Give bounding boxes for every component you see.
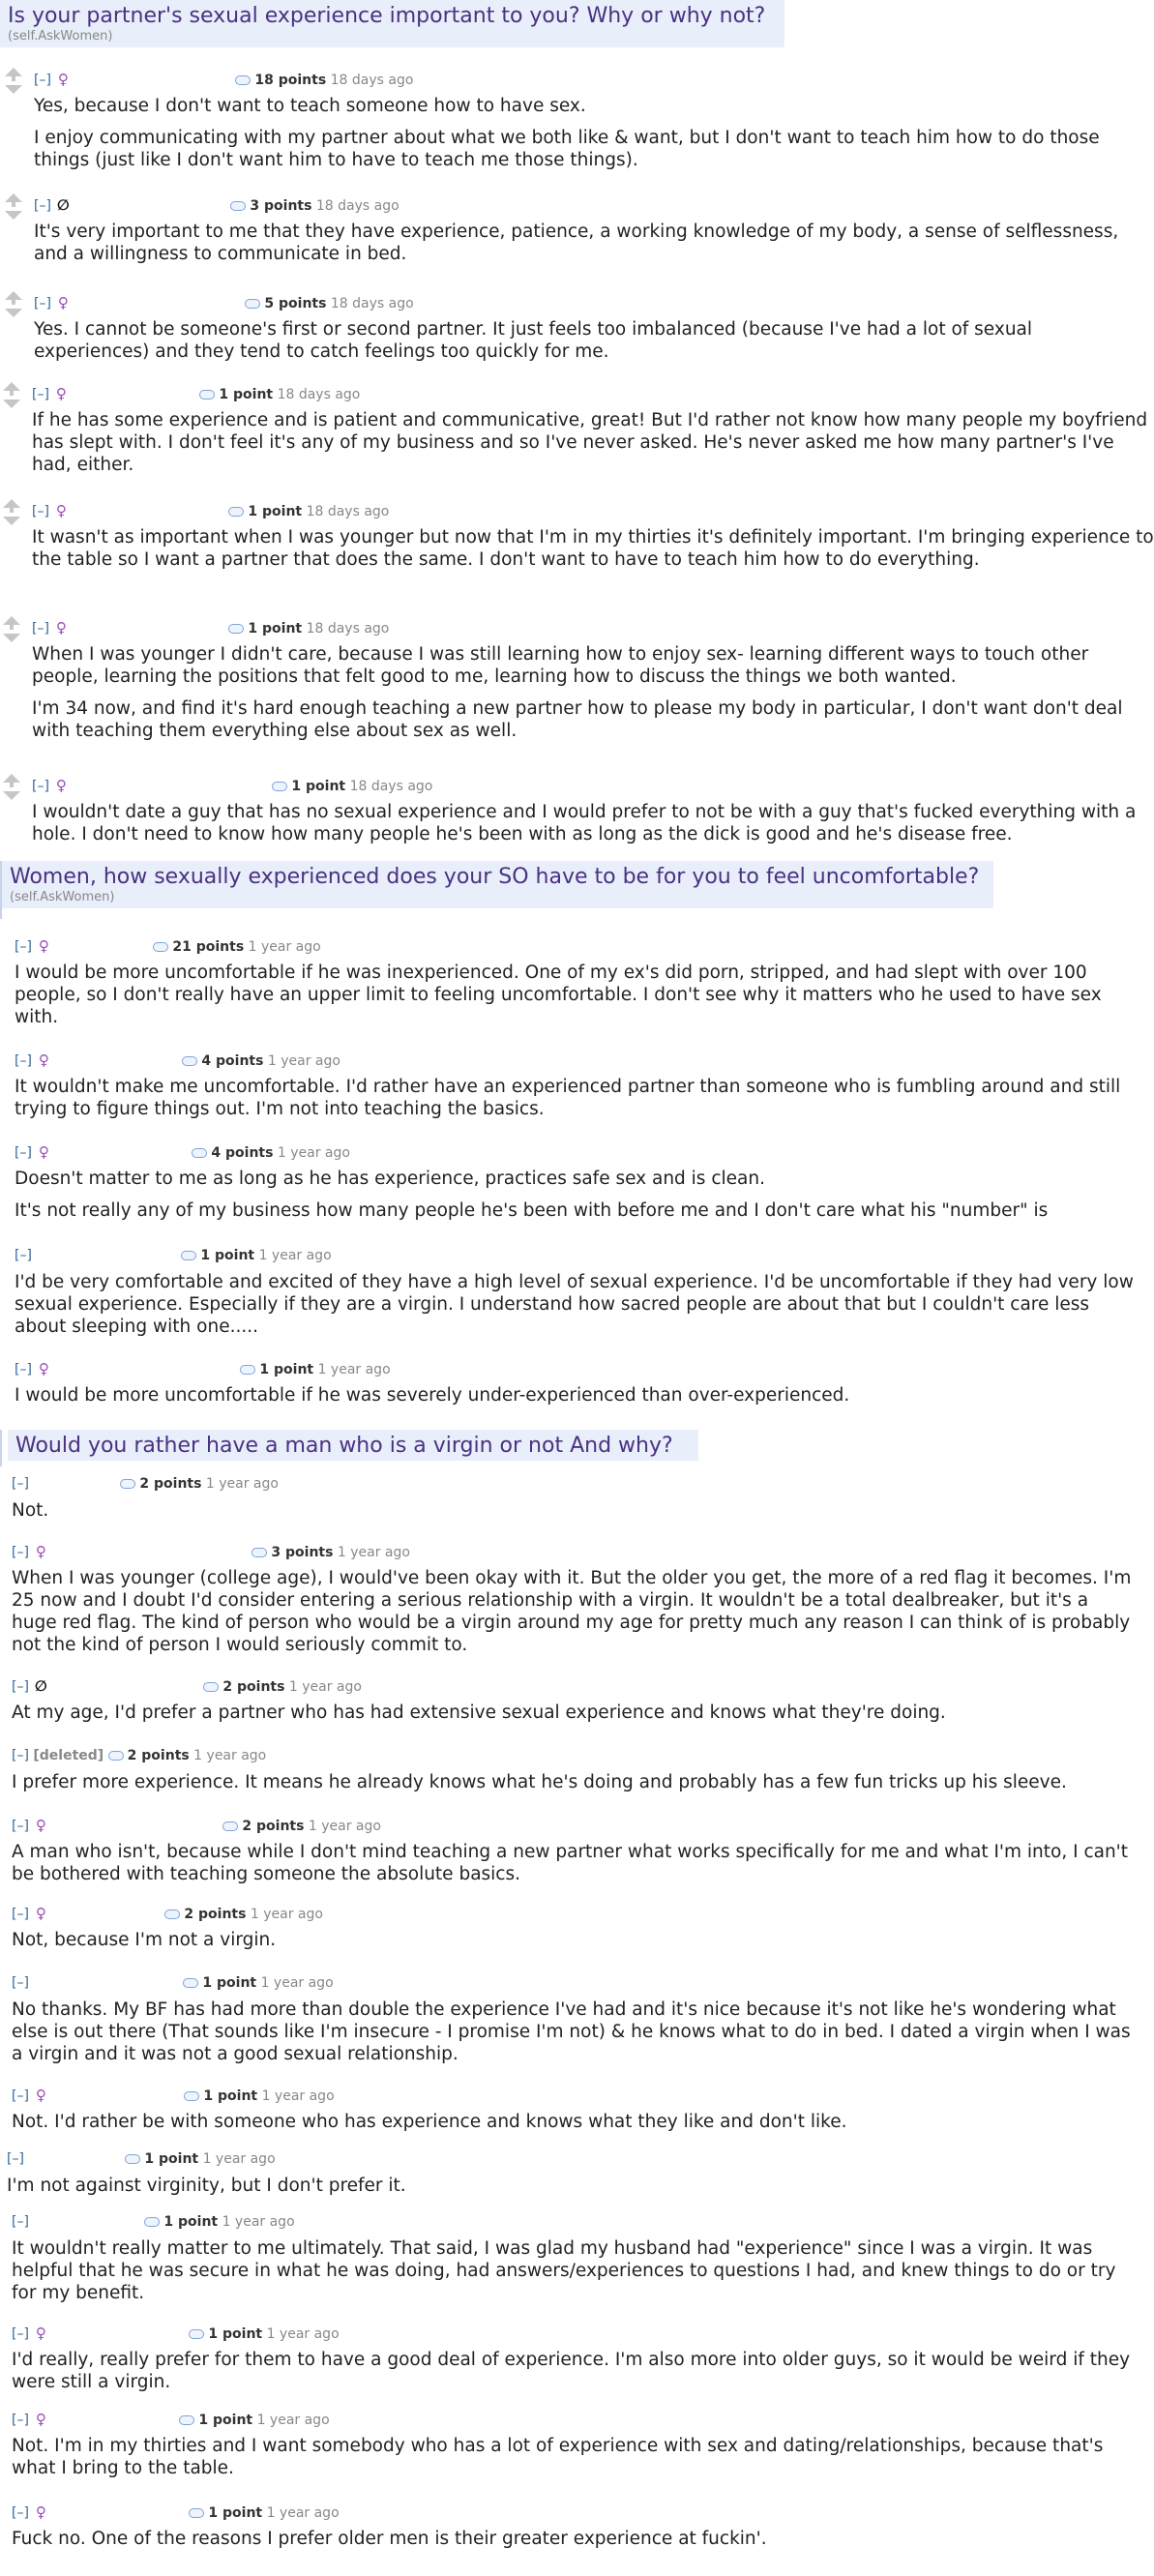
comment-points: 2 points (242, 1819, 305, 1834)
comment-paragraph: When I was younger (college age), I would've been okay with it. But the older you get, the more of a red flag it becomes. I'm 25 now and I doubt I'd consider entering a serious relationship with a virgin. It wouldn't be a total dealbreaker, but it's a huge red flag. The kind of person who would be a virgin around my age for pretty much any reason I can think of is probably not the kind of person I would seriously commit to. (12, 1568, 1132, 1655)
comment-time: 1 year ago (205, 1476, 279, 1492)
user-flair-icon (125, 2154, 140, 2164)
comment (15, 1359, 1137, 1416)
comment-points: 1 point (208, 2505, 263, 2521)
female-symbol-icon: ♀ (55, 385, 67, 402)
comment-points: 1 point (219, 387, 274, 402)
comment-paragraph: Not. I'm in my thirties and I want somebody who has a lot of experience with sex and dating/relationships, because that's what I bring to the table. (12, 2436, 1104, 2478)
comment-points: 4 points (211, 1145, 274, 1161)
downvote-arrow-icon[interactable] (3, 400, 20, 408)
collapse-toggle[interactable]: [–] (34, 296, 51, 311)
comment-time: 1 year ago (266, 2505, 340, 2521)
comment-meta (12, 2410, 1134, 2429)
comment-paragraph: It wouldn't make me uncomfortable. I'd rather have an experienced partner than someone who is fumbling around and still trying to figure things out. I'm not into teaching the basics. (15, 1077, 1121, 1119)
comment-points: 1 point (208, 2326, 263, 2342)
comment-meta (34, 293, 1146, 312)
comment-body (32, 643, 1154, 742)
comment-paragraph: I'd be very comfortable and excited of they have a high level of sexual experience. I'd be uncomfortable if they had very low sexual experience. Especially if they are a virgin. I understand how sacred people are about that but I couldn't care less about sleeping with one..... (15, 1272, 1134, 1337)
comment-points: 2 points (139, 1476, 202, 1492)
user-flair-icon (252, 1548, 267, 1557)
upvote-stem (12, 202, 15, 207)
comment-body (15, 1076, 1137, 1120)
user-flair-icon (120, 1479, 135, 1489)
collapse-toggle[interactable]: [–] (12, 2413, 29, 2428)
comment-paragraph: I'd really, really prefer for them to have a good deal of experience. I'm also more into older guys, so it would be weird if they were still a virgin. (12, 2350, 1131, 2392)
post-title[interactable]: Would you rather have a man who is a virgin or not And why? (15, 1434, 673, 1458)
comment-body (12, 1999, 1134, 2065)
comment-time: 1 year ago (193, 1748, 267, 1763)
comment (32, 384, 1154, 486)
upvote-stem (10, 783, 14, 787)
vote-arrows (5, 68, 22, 94)
collapse-toggle[interactable]: [–] (15, 1053, 32, 1069)
collapse-toggle[interactable]: [–] (12, 1476, 29, 1492)
post-title[interactable]: Women, how sexually experienced does your SO have to be for you to feel uncomfortable? (10, 865, 980, 889)
comment-paragraph: If he has some experience and is patient and communicative, great! But I'd rather not know how many people my boyfriend has slept with. I don't feel it's any of my business and so I've never asked. He's never asked me how many partner's I've had, either. (32, 410, 1148, 475)
comment-body (34, 318, 1146, 363)
comment-meta (15, 1359, 1137, 1378)
female-symbol-icon: ♀ (55, 502, 67, 519)
user-flair-icon (189, 2508, 204, 2518)
subreddit-label[interactable]: (self.AskWomen) (8, 29, 113, 44)
collapse-toggle[interactable]: [–] (12, 2214, 29, 2230)
comment-meta (12, 1904, 1134, 1923)
comment-points: 1 point (200, 1248, 255, 1263)
female-symbol-icon: ♀ (35, 1543, 46, 1560)
female-symbol-icon: ♀ (55, 619, 67, 637)
upvote-arrow-icon[interactable] (3, 382, 20, 391)
female-symbol-icon: ♀ (35, 2087, 46, 2104)
comment-time: 1 year ago (261, 2088, 335, 2104)
comment-body (12, 2435, 1134, 2479)
female-symbol-icon: ♀ (35, 2324, 46, 2342)
comment-meta (12, 2086, 1134, 2105)
comment-body (12, 1771, 1134, 1793)
thread-separator (0, 1430, 2, 1466)
comment-time: 1 year ago (288, 1679, 362, 1695)
user-flair-icon (240, 1365, 255, 1375)
female-symbol-icon: ♀ (35, 2503, 46, 2521)
comment (32, 618, 1154, 752)
upvote-stem (10, 625, 14, 630)
comment-body (15, 1384, 1137, 1406)
comment-time: 1 year ago (260, 1975, 334, 1991)
comment (12, 1676, 1134, 1733)
comment-meta (12, 1746, 1134, 1765)
comment-body (12, 1929, 1134, 1951)
comment (15, 1142, 1137, 1231)
downvote-arrow-icon[interactable] (3, 791, 20, 800)
comment-points: 3 points (271, 1545, 334, 1560)
comment-paragraph: It's not really any of my business how many people he's been with before me and I don't care what his "number" is (15, 1200, 1049, 1221)
post-title-block (2, 861, 993, 908)
female-symbol-icon: ♀ (57, 71, 69, 88)
comment-time: 1 year ago (222, 2214, 295, 2230)
vote-arrows (3, 382, 20, 408)
female-symbol-icon: ♀ (38, 1051, 49, 1069)
comment-body (34, 221, 1146, 265)
comment-time: 18 days ago (277, 387, 361, 402)
comment-meta (12, 2324, 1134, 2343)
comment-time: 18 days ago (330, 296, 414, 311)
comment (12, 1746, 1134, 1803)
collapse-toggle[interactable]: [–] (12, 1748, 29, 1763)
comment-time: 18 days ago (306, 621, 390, 637)
collapse-toggle[interactable]: [–] (34, 198, 51, 214)
comment-body (12, 1567, 1134, 1656)
comment-paragraph: Yes, because I don't want to teach someone how to have sex. (34, 96, 586, 116)
user-flair-icon (230, 201, 246, 211)
comment-time: 1 year ago (266, 2326, 340, 2342)
comment-meta (32, 384, 1154, 403)
comment-paragraph: It wasn't as important when I was younger but now that I'm in my thirties it's definitely important. I'm bringing experience to the table so I want a partner that does the same. I don't want to have to teach him how to do everything. (32, 527, 1154, 570)
comment (12, 2410, 1134, 2489)
downvote-arrow-icon[interactable] (5, 85, 22, 94)
vote-arrows (5, 291, 22, 317)
vote-arrows (3, 499, 20, 525)
downvote-arrow-icon[interactable] (5, 211, 22, 220)
comment-body (15, 1271, 1137, 1338)
comment-meta (15, 1051, 1137, 1070)
vote-arrows (5, 193, 22, 220)
comment-meta (12, 1542, 1134, 1561)
user-flair-icon (189, 2329, 204, 2339)
user-flair-icon (203, 1682, 219, 1692)
comment-paragraph: Not. (12, 1500, 49, 1521)
comment-body (12, 2237, 1134, 2304)
comment-paragraph: Fuck no. One of the reasons I prefer older men is their greater experience at fuckin'. (12, 2529, 767, 2549)
comment (15, 1246, 1137, 1347)
comment-meta (12, 2502, 1134, 2522)
upvote-arrow-icon[interactable] (5, 68, 22, 76)
comment-meta (12, 1474, 1134, 1494)
comment-points: 1 point (198, 2413, 253, 2428)
comment-time: 1 year ago (308, 1819, 381, 1834)
comment-points: 1 point (291, 779, 346, 794)
comment-body (15, 1168, 1137, 1222)
comment-points: 1 point (163, 2214, 219, 2230)
comment-paragraph: I would be more uncomfortable if he was severely under-experienced than over-experienced. (15, 1385, 850, 1406)
comment-meta (12, 1676, 1134, 1696)
comment-meta (34, 70, 1146, 89)
comment-points: 1 point (203, 2088, 258, 2104)
collapse-toggle[interactable]: [–] (7, 2151, 24, 2167)
comment-body (34, 95, 1146, 171)
comment-time: 18 days ago (349, 779, 433, 794)
user-flair-icon (108, 1751, 124, 1761)
post-title-block (8, 1430, 698, 1461)
comment-points: 1 point (144, 2151, 199, 2167)
comment-paragraph: At my age, I'd prefer a partner who has had extensive sexual experience and knows what they're doing. (12, 1703, 946, 1723)
upvote-arrow-icon[interactable] (5, 193, 22, 202)
comment-meta (34, 195, 1146, 215)
comment-time: 1 year ago (250, 1907, 323, 1922)
comment-paragraph: Not. I'd rather be with someone who has experience and knows what they like and don't like. (12, 2112, 847, 2132)
downvote-arrow-icon[interactable] (3, 517, 20, 525)
upvote-stem (12, 76, 15, 81)
comment-body (32, 801, 1154, 845)
comment-paragraph: I'm not against virginity, but I don't prefer it. (7, 2176, 406, 2196)
collapse-toggle[interactable]: [–] (15, 1145, 32, 1161)
comment-points: 4 points (201, 1053, 264, 1069)
comment (12, 2324, 1134, 2403)
user-flair-icon (222, 1821, 238, 1831)
comment-meta (15, 1142, 1137, 1162)
female-symbol-icon: ♀ (55, 777, 67, 794)
comment-body (12, 1702, 1134, 1724)
post-title[interactable]: Is your partner's sexual experience important to you? Why or why not? (8, 4, 766, 28)
female-symbol-icon: ♀ (57, 294, 69, 311)
comment-meta (32, 618, 1154, 637)
female-symbol-icon: ♀ (38, 937, 49, 955)
comment (12, 2086, 1134, 2143)
collapse-toggle[interactable]: [–] (32, 621, 49, 637)
comment (15, 1051, 1137, 1130)
comment-points: 18 points (254, 73, 327, 88)
user-flair-icon (182, 1056, 197, 1066)
user-flair-icon (228, 624, 244, 634)
comment-paragraph: I wouldn't date a guy that has no sexual experience and I would prefer to not be with a guy that's fucked everything with a hole. I don't need to know how many people he's been with as long as the dick is good and he's disease free. (32, 802, 1137, 844)
collapse-toggle[interactable]: [–] (12, 1907, 29, 1922)
comment (32, 776, 1154, 855)
comment-time: 1 year ago (267, 1053, 340, 1069)
comment-body (12, 2528, 1134, 2550)
comment-points: 1 point (248, 504, 303, 519)
collapse-toggle[interactable]: [–] (15, 1248, 32, 1263)
comment-author[interactable]: [deleted] (33, 1748, 104, 1763)
comment-meta (12, 2212, 1134, 2232)
female-symbol-icon: ♀ (38, 1360, 49, 1377)
comment-points: 2 points (127, 1748, 190, 1763)
comment (12, 1816, 1134, 1895)
subreddit-label[interactable]: (self.AskWomen) (10, 890, 115, 905)
collapse-toggle[interactable]: [–] (32, 779, 49, 794)
collapse-toggle[interactable]: [–] (15, 1362, 32, 1377)
comment-time: 1 year ago (202, 2151, 276, 2167)
comment-time: 18 days ago (330, 73, 414, 88)
comment-body (15, 962, 1137, 1028)
comment-time: 18 days ago (315, 198, 399, 214)
comment-paragraph: It wouldn't really matter to me ultimately. That said, I was glad my husband had "experience" since I was a virgin. It was helpful that he was secure in what he was doing, had answers/experiences to questions I had, and knew things to do or try for my benefit. (12, 2238, 1116, 2303)
upvote-stem (10, 508, 14, 513)
comment (34, 195, 1146, 275)
user-flair-icon (199, 390, 215, 400)
no-symbol-icon: ∅ (34, 1677, 47, 1695)
female-symbol-icon: ♀ (35, 1905, 46, 1922)
comment-paragraph: Yes. I cannot be someone's first or second partner. It just feels too imbalanced (because I've had a lot of sexual experiences) and they tend to catch feelings too quickly for me. (34, 319, 1033, 362)
downvote-arrow-icon[interactable] (5, 309, 22, 317)
user-flair-icon (164, 1910, 180, 1919)
female-symbol-icon: ♀ (38, 1143, 49, 1161)
upvote-arrow-icon[interactable] (3, 774, 20, 783)
user-flair-icon (184, 2091, 199, 2101)
comment-points: 2 points (184, 1907, 247, 1922)
comment-points: 1 point (259, 1362, 314, 1377)
comment (12, 1973, 1134, 2075)
comment-meta (15, 1246, 1137, 1265)
user-flair-icon (228, 507, 244, 517)
vote-arrows (3, 774, 20, 800)
comment-paragraph: It's very important to me that they have experience, patience, a working knowledge of my body, a sense of selflessness, and a willingness to communicate in bed. (34, 222, 1119, 264)
comment-body (32, 526, 1154, 571)
user-flair-icon (183, 1978, 198, 1988)
comment-points: 2 points (222, 1679, 285, 1695)
comment-paragraph: Doesn't matter to me as long as he has experience, practices safe sex and is clean. (15, 1169, 765, 1189)
user-flair-icon (179, 2415, 194, 2425)
comment-paragraph: No thanks. My BF has had more than double the experience I've had and it's nice because it's not like he's wondering what else is out there (That sounds like I'm insecure - I promise I'm not) & he knows what to do in bed. I dated a virgin when I was a virgin and it was not a good sexual relationship. (12, 1999, 1131, 2064)
upvote-stem (12, 300, 15, 305)
collapse-toggle[interactable]: [–] (12, 2505, 29, 2521)
comment-meta (32, 501, 1154, 520)
comment-points: 5 points (264, 296, 327, 311)
comment-meta (12, 1973, 1134, 1993)
comment-body (12, 1841, 1134, 1885)
comment-time: 1 year ago (256, 2413, 330, 2428)
upvote-stem (10, 391, 14, 396)
comment-meta (12, 1816, 1134, 1835)
user-flair-icon (144, 2217, 160, 2227)
comment-paragraph: I would be more uncomfortable if he was inexperienced. One of my ex's did porn, stripped, and had slept with over 100 people, so I don't really have an upper limit to feeling uncomfortable. I don't see why it matters who he used to have sex with. (15, 962, 1102, 1027)
comment-meta (7, 2149, 1129, 2169)
upvote-arrow-icon[interactable] (3, 616, 20, 625)
user-flair-icon (153, 942, 168, 952)
collapse-toggle[interactable]: [–] (12, 1819, 29, 1834)
upvote-arrow-icon[interactable] (3, 499, 20, 508)
comment-paragraph: I enjoy communicating with my partner about what we both like & want, but I don't want to teach him how to do those things (just like I don't want him to have to teach me those things). (34, 128, 1100, 170)
female-symbol-icon: ♀ (35, 2411, 46, 2428)
collapse-toggle[interactable]: [–] (15, 939, 32, 955)
comment-paragraph: When I was younger I didn't care, because I was still learning how to enjoy sex- learning different ways to touch other people, learning the positions that felt good to me, learning how to discuss the things we both wanted. (32, 644, 1089, 687)
collapse-toggle[interactable]: [–] (12, 1975, 29, 1991)
comment-points: 21 points (172, 939, 245, 955)
comment-time: 1 year ago (317, 1362, 391, 1377)
comment (34, 293, 1146, 372)
comment (7, 2149, 1129, 2206)
vote-arrows (3, 616, 20, 642)
comment (12, 2212, 1134, 2314)
comment-paragraph: Not, because I'm not a virgin. (12, 1930, 277, 1950)
collapse-toggle[interactable]: [–] (12, 2088, 29, 2104)
comment (12, 1904, 1134, 1961)
comment-body (12, 2349, 1134, 2393)
comment-paragraph: A man who isn't, because while I don't mind teaching a new partner what works specifically for me and what I'm into, I can't be bothered with teaching someone the absolute basics. (12, 1842, 1129, 1884)
collapse-toggle[interactable]: [–] (32, 504, 49, 519)
comment-meta (32, 776, 1154, 795)
comment (15, 936, 1137, 1038)
user-flair-icon (181, 1251, 196, 1260)
female-symbol-icon: ♀ (35, 1817, 46, 1834)
comment-points: 3 points (250, 198, 312, 214)
comment-paragraph: I'm 34 now, and find it's hard enough teaching a new partner how to please my body in particular, I don't want don't deal with teaching them everything else about sex as well. (32, 698, 1123, 741)
no-symbol-icon: ∅ (56, 196, 70, 214)
comment (32, 501, 1154, 580)
collapse-toggle[interactable]: [–] (12, 2326, 29, 2342)
comment-time: 1 year ago (277, 1145, 350, 1161)
comment (34, 70, 1146, 181)
comment-time: 18 days ago (306, 504, 390, 519)
collapse-toggle[interactable]: [–] (12, 1679, 29, 1695)
comment-time: 1 year ago (258, 1248, 332, 1263)
comment-body (32, 409, 1154, 476)
comment (12, 1542, 1134, 1666)
comment-time: 1 year ago (248, 939, 321, 955)
user-flair-icon (272, 782, 287, 791)
user-flair-icon (235, 75, 251, 85)
comment-body (12, 2111, 1134, 2133)
comment-body (7, 2175, 1129, 2197)
comment (12, 2502, 1134, 2560)
comment-meta (15, 936, 1137, 956)
user-flair-icon (192, 1148, 207, 1158)
comment-time: 1 year ago (337, 1545, 410, 1560)
user-flair-icon (245, 299, 260, 309)
comment-body (12, 1499, 1134, 1522)
upvote-arrow-icon[interactable] (5, 291, 22, 300)
post-title-block (0, 0, 784, 47)
comment-points: 1 point (202, 1975, 257, 1991)
collapse-toggle[interactable]: [–] (34, 73, 51, 88)
comment (12, 1474, 1134, 1531)
thread-separator (0, 861, 2, 919)
comment-paragraph: I prefer more experience. It means he already knows what he's doing and probably has a few fun tricks up his sleeve. (12, 1772, 1067, 1792)
comment-points: 1 point (248, 621, 303, 637)
downvote-arrow-icon[interactable] (3, 634, 20, 642)
collapse-toggle[interactable]: [–] (32, 387, 49, 402)
collapse-toggle[interactable]: [–] (12, 1545, 29, 1560)
